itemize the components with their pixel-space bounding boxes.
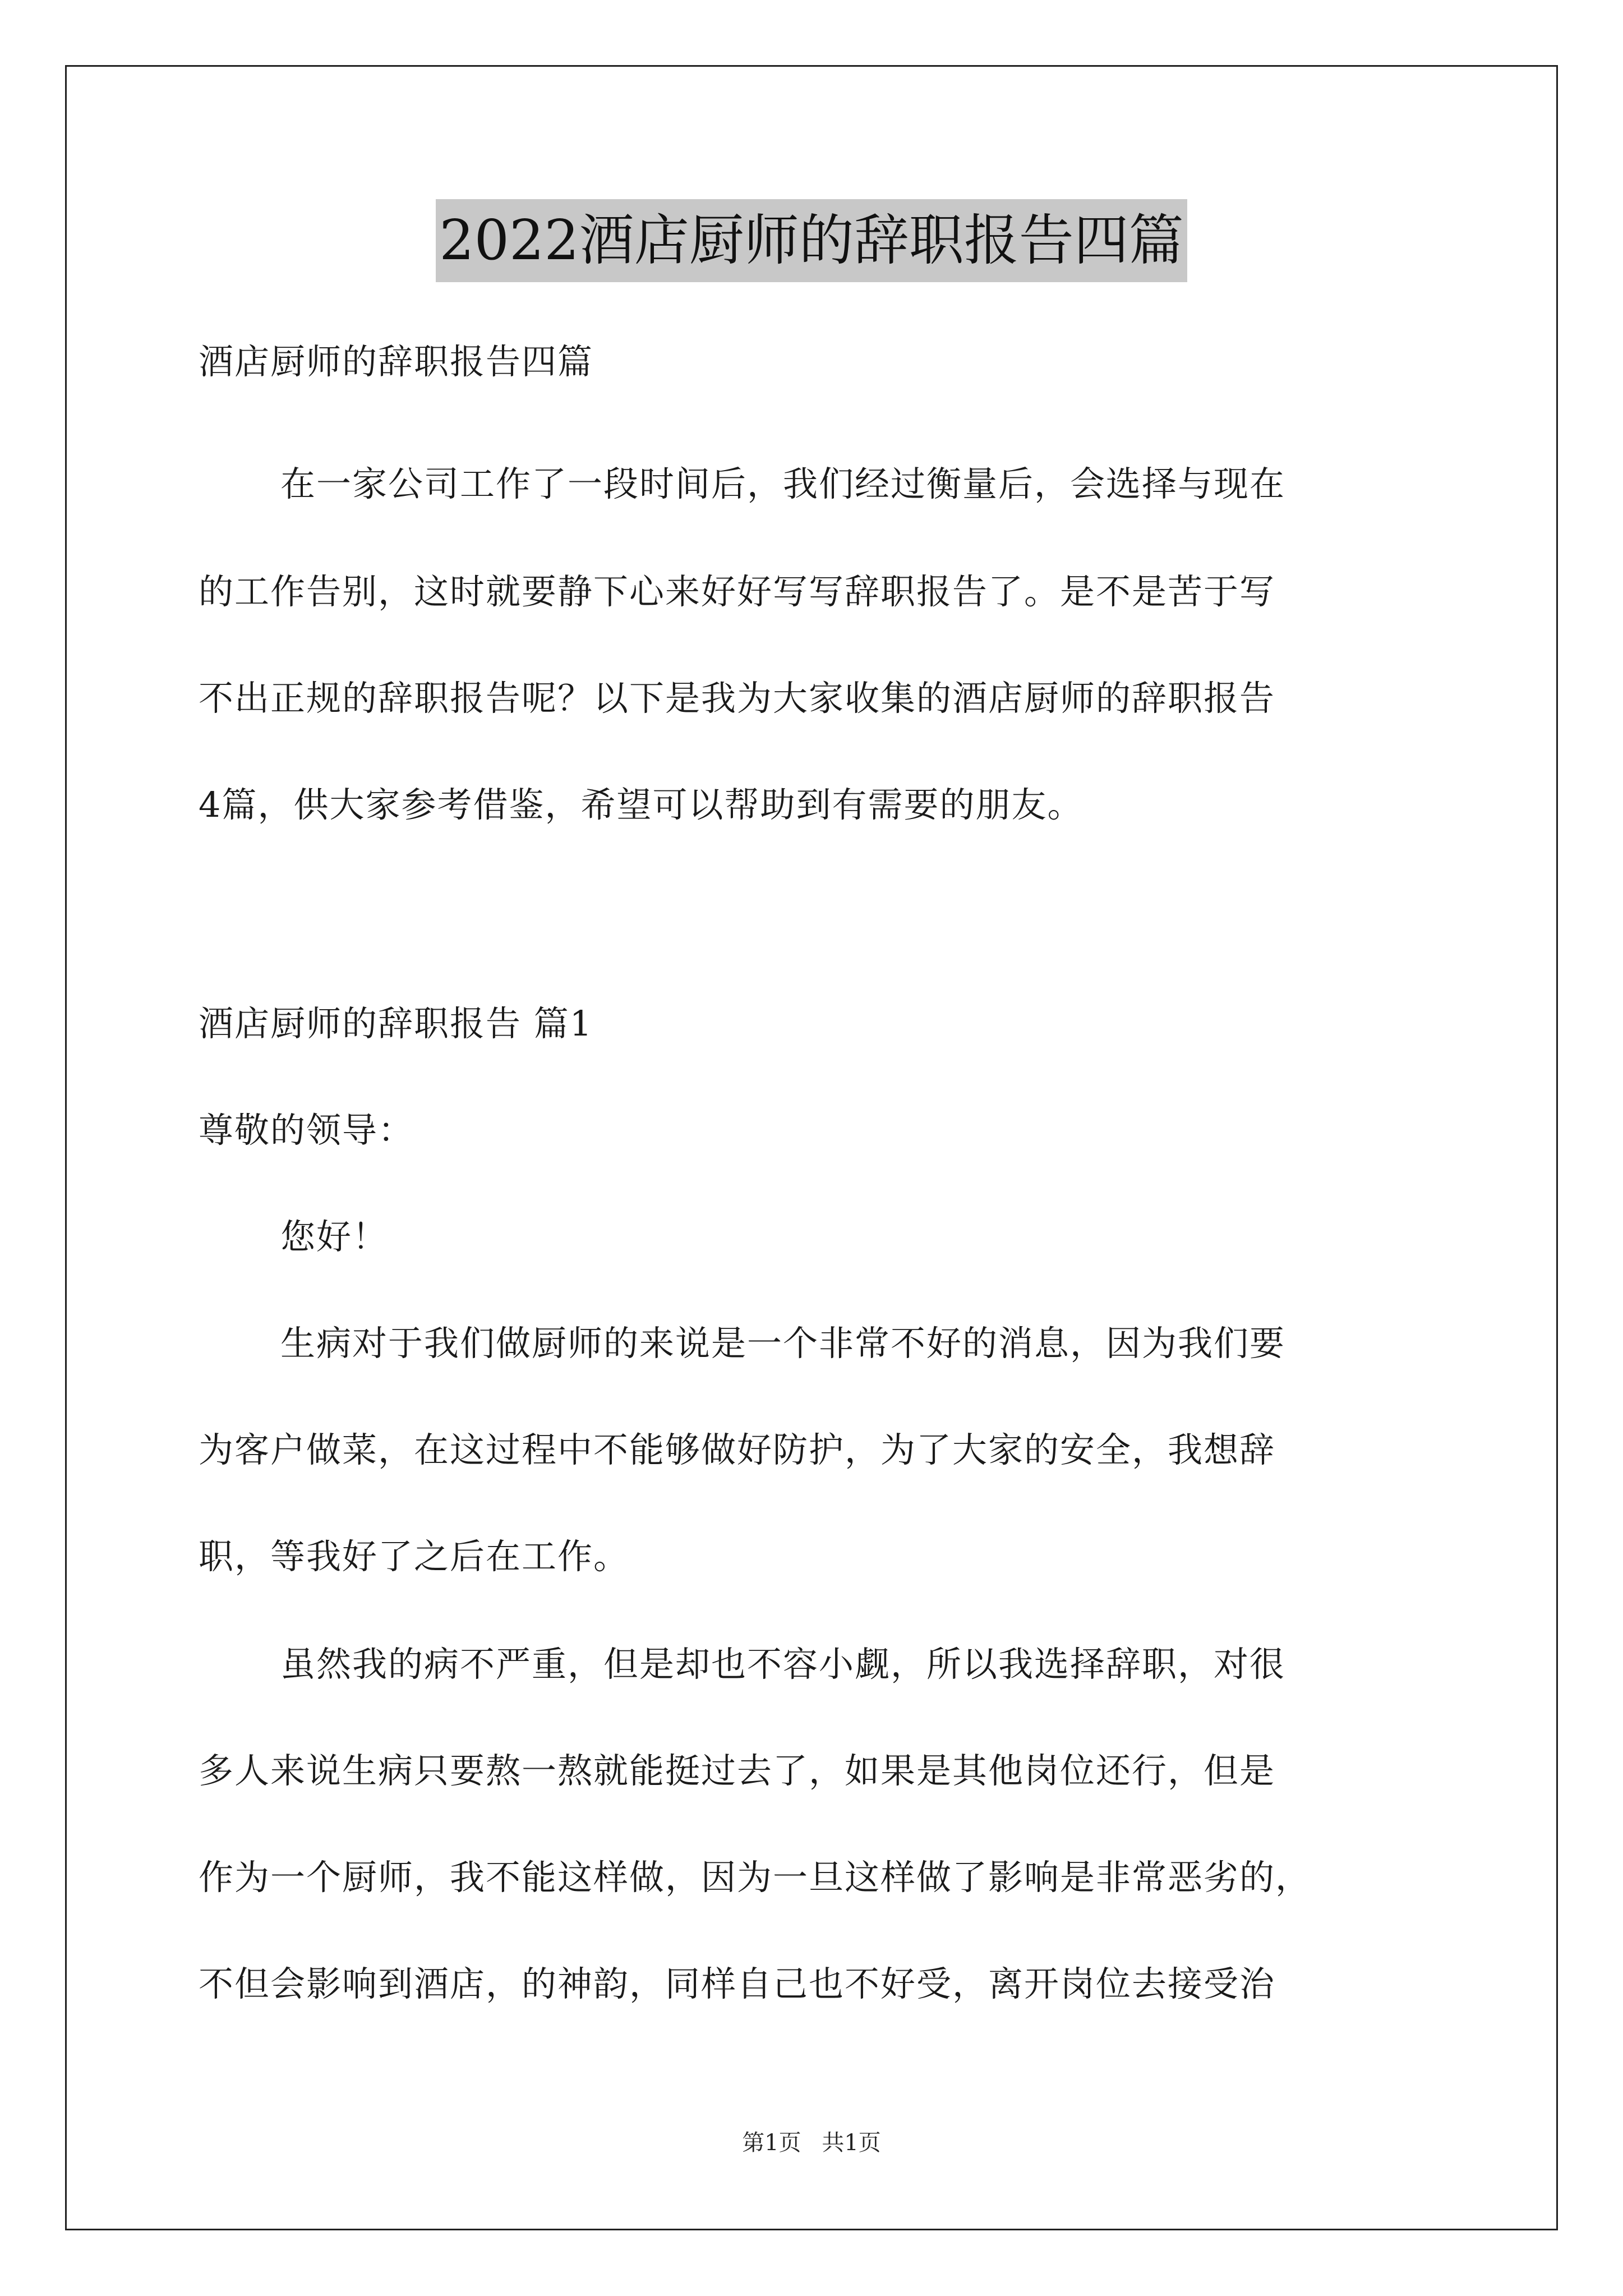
paragraph-line: 生病对于我们做厨师的来说是一个非常不好的消息，因为我们要 [280,1323,1286,1364]
paragraph-line: 不但会影响到酒店，的神韵，同样自己也不好受，离开岗位去接受治 [199,1963,1276,2004]
salutation: 尊敬的领导： [199,1110,414,1151]
section-heading: 酒店厨师的辞职报告 篇1 [199,1003,593,1044]
paragraph-line: 多人来说生病只要熬一熬就能挺过去了，如果是其他岗位还行，但是 [199,1750,1276,1791]
paragraph-line: 为客户做菜，在这过程中不能够做好防护，为了大家的安全，我想辞 [199,1429,1276,1470]
paragraph-line: 作为一个厨师，我不能这样做，因为一旦这样做了影响是非常恶劣的， [199,1857,1312,1898]
paragraph-line: 在一家公司工作了一段时间后，我们经过衡量后，会选择与现在 [280,463,1286,504]
title-container [0,199,1623,282]
greeting: 您好！ [280,1216,389,1257]
page-footer [0,2126,1623,2160]
page-number: 第1页 [742,2130,801,2156]
paragraph-line: 职，等我好了之后在工作。 [199,1536,630,1577]
paragraph-line: 不出正规的辞职报告呢？以下是我为大家收集的酒店厨师的辞职报告 [199,678,1276,719]
page-total: 共1页 [822,2130,881,2156]
paragraph-line: 的工作告别，这时就要静下心来好好写写辞职报告了。是不是苦于写 [199,571,1276,612]
paragraph-line: 4篇，供大家参考借鉴，希望可以帮助到有需要的朋友。 [199,784,1083,825]
document-title: 2022酒店厨师的辞职报告四篇 [436,199,1187,282]
paragraph-line: 虽然我的病不严重，但是却也不容小觑，所以我选择辞职，对很 [280,1644,1286,1685]
subtitle-line: 酒店厨师的辞职报告四篇 [199,341,594,382]
